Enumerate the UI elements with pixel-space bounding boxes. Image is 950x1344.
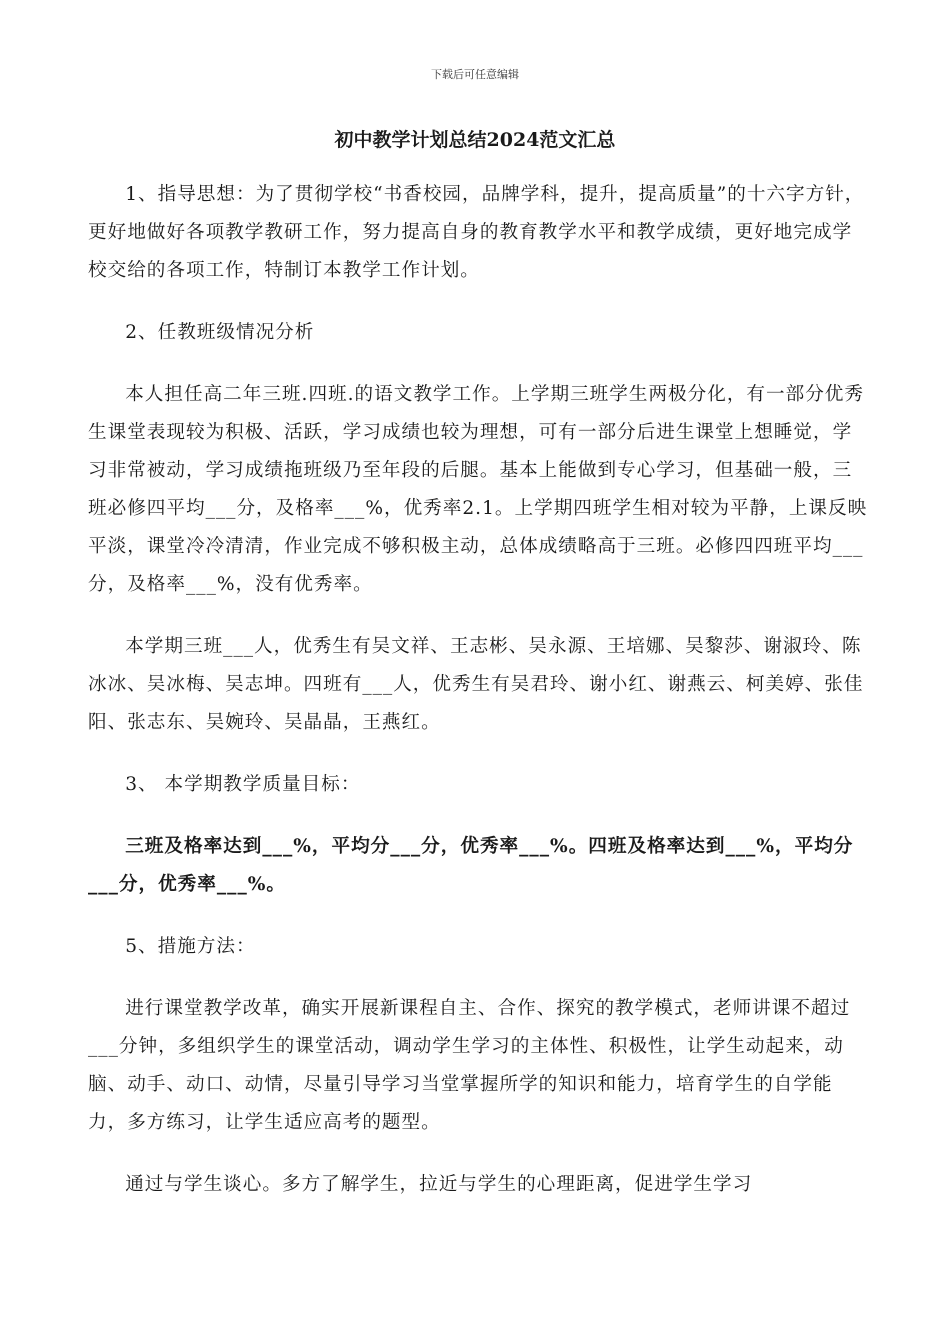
paragraph-communication: 通过与学生谈心。多方了解学生，拉近与学生的心理距离，促进学生学习	[125, 1174, 753, 1195]
paragraph-measures: 进行课堂教学改革，确实开展新课程自主、合作、探究的教学模式，老师讲课不超过___分钟，多组织学生的课堂活动，调动学生学习的主体性、积极性，让学生动起来，动脑、动手、动口、动情，尽量引导学习当堂掌握所学的知识和能力，培育学生的自学能力，多方练习，让学生适应高考的题型。	[88, 998, 851, 1133]
page-header-note: 下载后可任意编辑	[431, 68, 519, 81]
document-body	[88, 176, 868, 1228]
paragraph-guiding-ideology: 1、指导思想：为了贯彻学校“书香校园，品牌学科，提升，提高质量”的十六字方针，更好地做好各项教学教研工作，努力提高自身的教育教学水平和教学成绩，更好地完成学校交给的各项工作，特制订本教学工作计划。	[88, 184, 865, 281]
document-title: 初中教学计划总结2024范文汇总	[334, 129, 616, 151]
paragraph-class-analysis-heading: 2、任教班级情况分析	[125, 322, 315, 343]
paragraph-quality-goal-heading: 3、 本学期教学质量目标：	[125, 774, 361, 795]
paragraph-measures-heading: 5、措施方法：	[125, 936, 256, 957]
paragraph-class-analysis: 本人担任高二年三班.四班.的语文教学工作。上学期三班学生两极分化，有一部分优秀生课堂表现较为积极、活跃，学习成绩也较为理想，可有一部分后进生课堂上想睡觉，学习非常被动，学习成绩拖班级乃至年段的后腿。基本上能做到专心学习，但基础一般，三班必修四平均___分，及格率___%，优秀率2.1。上学期四班学生相对较为平静，上课反映平淡，课堂冷冷清清，作业完成不够积极主动，总体成绩略高于三班。必修四四班平均___分，及格率___%，没有优秀率。	[88, 384, 868, 595]
paragraph-quality-goal: 三班及格率达到___%，平均分___分，优秀率___%。四班及格率达到___%，平均分___分，优秀率___%。	[88, 836, 854, 895]
paragraph-students: 本学期三班___人，优秀生有吴文祥、王志彬、吴永源、王培娜、吴黎莎、谢淑玲、陈冰冰、吴冰梅、吴志坤。四班有___人，优秀生有吴君玲、谢小红、谢燕云、柯美婷、张佳阳、张志东、吴婉玲、吴晶晶，王燕红。	[88, 636, 864, 733]
